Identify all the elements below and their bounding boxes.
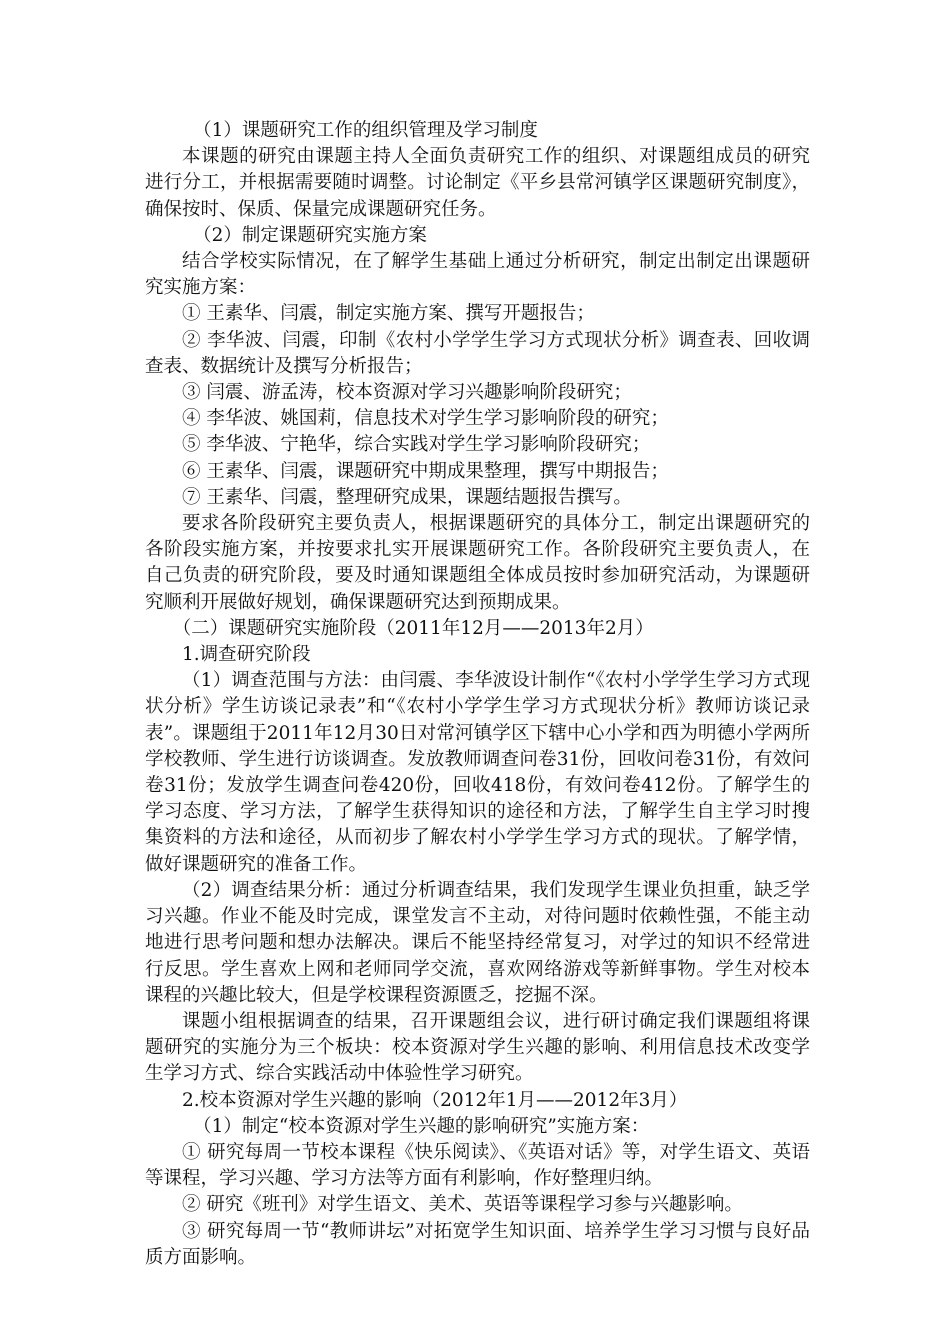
document-page <box>145 118 810 1271</box>
paragraph-plan-intro: 结合学校实际情况，在了解学生基础上通过分析研究，制定出制定出课题研究实施方案： <box>145 251 810 299</box>
paragraph-survey-method: （1）调查范围与方法：由闫震、李华波设计制作“《农村小学学生学习方式现状分析》学生访谈记录表”和“《农村小学学生学习方式现状分析》教师访谈记录表”。课题组于2011年12月30日对常河镇学区下辖中心小学和西为明德小学两所学校教师、学生进行访谈调查。发放教师调查问卷31份，回收问卷31份，有效问卷31份；发放学生调查问卷420份，回收418份，有效问卷412份。了解学生的学习态度、学习方法，了解学生获得知识的途径和方法，了解学生自主学习时搜集资料的方法和途径，从而初步了解农村小学学生学习方式的现状。了解学情，做好课题研究的准备工作。 <box>145 670 810 875</box>
list-item: ① 王素华、闫震，制定实施方案、撰写开题报告； <box>182 303 595 325</box>
heading-plan: （2）制定课题研究实施方案 <box>193 224 427 246</box>
paragraph-organization: 本课题的研究由课题主持人全面负责研究工作的组织、对课题组成员的研究进行分工，并根据需要随时调整。讨论制定《平乡县常河镇学区课题研究制度》，确保按时、保质、保量完成课题研究任务。 <box>145 146 810 220</box>
heading-school-resources: 2.校本资源对学生兴趣的影响（2012年1月——2012年3月） <box>182 1089 688 1111</box>
paragraph-survey-analysis: （2）调查结果分析：通过分析调查结果，我们发现学生课业负担重，缺乏学习兴趣。作业不能及时完成，课堂发言不主动，对待问题时依赖性强，不能主动地进行思考问题和想办法解决。课后不能坚持经常复习，对学过的知识不经常进行反思。学生喜欢上网和老师同学交流，喜欢网络游戏等新鲜事物。学生对校本课程的兴趣比较大，但是学校课程资源匮乏，挖掘不深。 <box>145 879 810 1006</box>
paragraph-requirements: 要求各阶段研究主要负责人，根据课题研究的具体分工，制定出课题研究的各阶段实施方案，并按要求扎实开展课题研究工作。各阶段研究主要负责人，在自己负责的研究阶段，要及时通知课题组全体成员按时参加研究活动，为课题研究顺利开展做好规划，确保课题研究达到预期成果。 <box>145 513 810 613</box>
list-item: ⑥ 王素华、闫震，课题研究中期成果整理，撰写中期报告； <box>182 460 669 482</box>
list-item: ⑤ 李华波、宁艳华，综合实践对学生学习影响阶段研究； <box>182 434 651 456</box>
list-item: ③ 闫震、游孟涛，校本资源对学习兴趣影响阶段研究； <box>182 382 632 404</box>
list-item: ② 研究《班刊》对学生语文、美术、英语等课程学习参与兴趣影响。 <box>182 1194 743 1216</box>
paragraph-research-blocks: 课题小组根据调查的结果，召开课题组会议，进行研讨确定我们课题组将课题研究的实施分为三个板块：校本资源对学生兴趣的影响、利用信息技术改变学生学习方式、综合实践活动中体验性学习研究。 <box>145 1010 810 1085</box>
heading-organization: （1）课题研究工作的组织管理及学习制度 <box>193 120 538 141</box>
list-item: ④ 李华波、姚国莉，信息技术对学生学习影响阶段的研究； <box>182 408 669 430</box>
list-item: ① 研究每周一节校本课程《快乐阅读》、《英语对话》等，对学生语文、英语等课程，学习兴趣、学习方法等方面有利影响，作好整理归纳。 <box>145 1141 810 1190</box>
list-item: ③ 研究每周一节“教师讲坛”对拓宽学生知识面、培养学生学习习惯与良好品质方面影响。 <box>145 1220 810 1268</box>
list-item: ⑦ 王素华、闫震，整理研究成果，课题结题报告撰写。 <box>182 486 632 508</box>
heading-resources-plan: （1）制定“校本资源对学生兴趣的影响研究”实施方案： <box>193 1115 650 1137</box>
section-heading-implementation: （二）课题研究实施阶段（2011年12月——2013年2月） <box>172 617 654 639</box>
list-item: ② 李华波、闫震，印制《农村小学学生学习方式现状分析》调查表、回收调查表、数据统计及撰写分析报告； <box>145 329 810 377</box>
heading-survey-stage: 1.调查研究阶段 <box>182 644 311 666</box>
